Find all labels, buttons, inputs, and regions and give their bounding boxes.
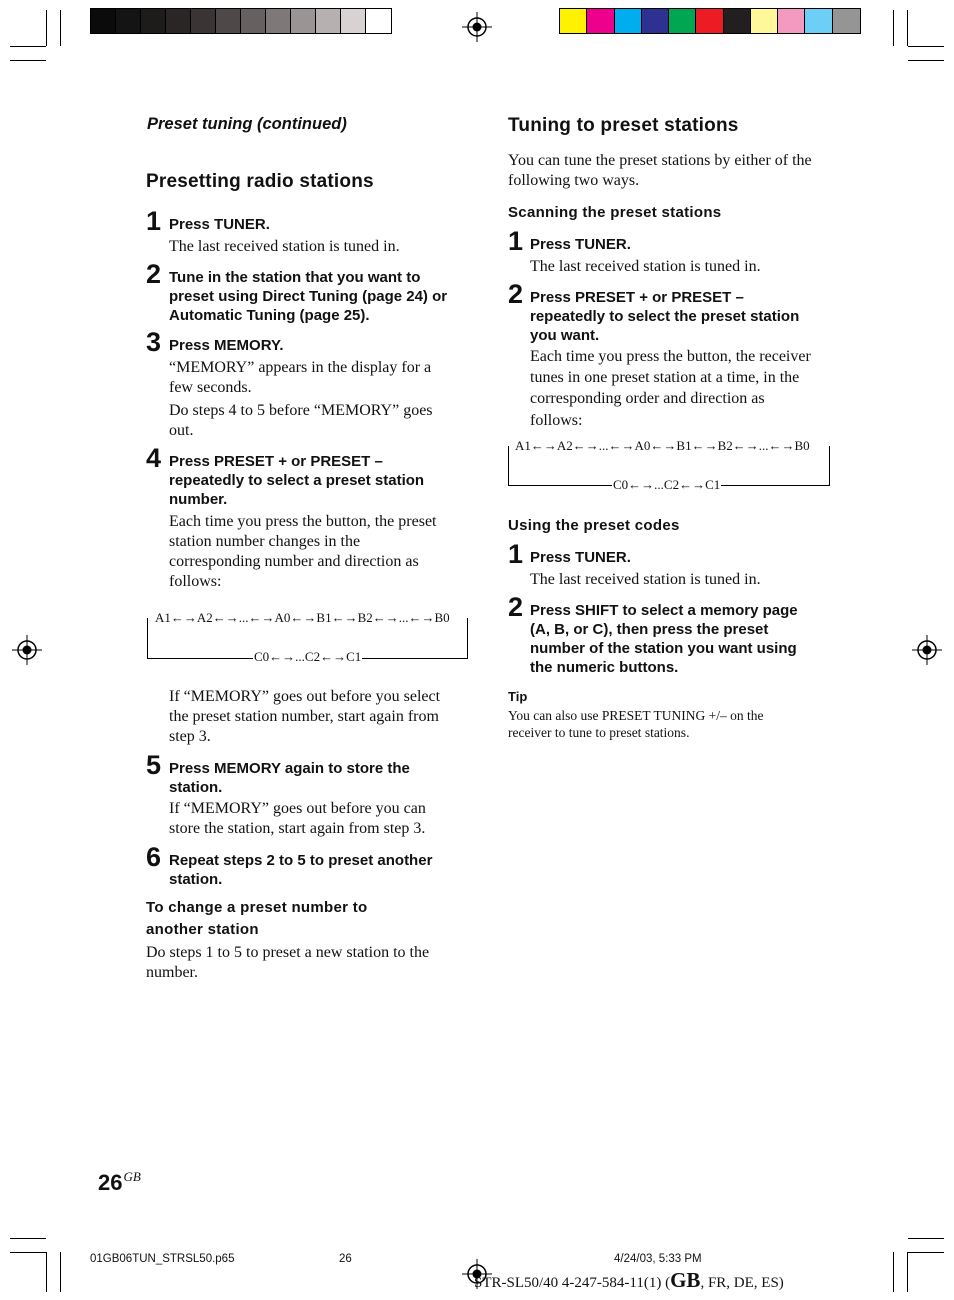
page-number-suffix: GB <box>123 1169 141 1184</box>
subheading-scanning: Scanning the preset stations <box>508 204 722 221</box>
step-number: 1 <box>508 539 524 569</box>
step-number: 4 <box>146 443 162 473</box>
footer-gb: GB <box>670 1268 701 1292</box>
step-body: step 3. <box>169 728 211 745</box>
diagram-sequence-top: A1←→A2←→...←→A0←→B1←→B2←→...←→B0 <box>515 438 810 453</box>
step-instruction: preset using Direct Tuning (page 24) or <box>169 288 448 305</box>
footer-langs: , FR, DE, ES) <box>700 1275 784 1291</box>
step-body: “MEMORY” appears in the display for a <box>169 359 432 376</box>
crop-mark <box>10 1252 46 1253</box>
step-number: 1 <box>508 226 524 256</box>
crop-mark <box>60 1252 61 1292</box>
step-body: store the station, start again from step 3. <box>169 820 426 837</box>
diagram-sequence-bottom: C0←→...C2←→C1 <box>613 477 721 492</box>
step-number: 2 <box>508 279 524 309</box>
step-instruction: the numeric buttons. <box>530 659 679 676</box>
step-number: 5 <box>146 750 162 780</box>
crop-mark <box>10 60 46 61</box>
crop-mark <box>907 10 908 46</box>
color-swatch <box>216 9 241 33</box>
footer-page: 26 <box>339 1253 352 1265</box>
color-swatch <box>587 9 614 33</box>
crop-mark <box>60 10 61 46</box>
color-swatch <box>141 9 166 33</box>
process-color-bar <box>559 8 861 34</box>
crop-mark <box>908 46 944 47</box>
step-instruction: (A, B, or C), then press the preset <box>530 621 769 638</box>
step-instruction: Press MEMORY again to store the <box>169 760 410 777</box>
crop-mark <box>893 1252 894 1292</box>
crop-mark <box>907 1252 908 1292</box>
color-swatch <box>166 9 191 33</box>
step-body: follows: <box>169 573 222 590</box>
step-instruction: repeatedly to select a preset station <box>169 472 425 489</box>
tip-text: receiver to tune to preset stations. <box>508 725 690 740</box>
step-body: station number changes in the <box>169 533 361 550</box>
step-body: follows: <box>530 412 583 429</box>
step-body: out. <box>169 422 194 439</box>
step-instruction: you want. <box>530 327 600 344</box>
color-swatch <box>669 9 696 33</box>
step-instruction: Press PRESET + or PRESET – <box>169 453 383 470</box>
paragraph: following two ways. <box>508 172 640 189</box>
step-instruction: Press TUNER. <box>530 549 631 566</box>
step-body: Each time you press the button, the preset <box>169 513 437 530</box>
crop-mark <box>46 1252 47 1292</box>
color-swatch <box>366 9 391 33</box>
step-number: 6 <box>146 842 162 872</box>
step-instruction: Repeat steps 2 to 5 to preset another <box>169 852 433 869</box>
crop-mark <box>908 60 944 61</box>
step-instruction: Press PRESET + or PRESET – <box>530 289 744 306</box>
color-swatch <box>91 9 116 33</box>
step-body: tunes in one preset station at a time, in the <box>530 369 800 386</box>
color-swatch <box>241 9 266 33</box>
step-instruction: number. <box>169 491 228 508</box>
step-body: If “MEMORY” goes out before you select <box>169 688 441 705</box>
step-body: corresponding order and direction as <box>530 390 765 407</box>
registration-mark-icon <box>12 635 42 665</box>
step-number: 1 <box>146 206 162 236</box>
step-instruction: station. <box>169 779 223 796</box>
step-body: The last received station is tuned in. <box>530 258 761 275</box>
step-instruction: Press SHIFT to select a memory page <box>530 602 798 619</box>
page-number-value: 26 <box>98 1170 123 1195</box>
color-swatch <box>291 9 316 33</box>
crop-mark <box>893 10 894 46</box>
color-swatch <box>116 9 141 33</box>
color-swatch <box>266 9 291 33</box>
color-swatch <box>615 9 642 33</box>
crop-mark <box>908 1252 944 1253</box>
crop-mark <box>908 1238 944 1239</box>
step-number: 3 <box>146 327 162 357</box>
step-instruction: repeatedly to select the preset station <box>530 308 800 325</box>
preset-sequence-diagram <box>508 436 830 492</box>
subheading-preset-codes: Using the preset codes <box>508 517 680 534</box>
color-swatch <box>724 9 751 33</box>
diagram-sequence-bottom: C0←→...C2←→C1 <box>254 649 362 664</box>
subheading-change-preset: To change a preset number to <box>146 899 368 916</box>
step-instruction: station. <box>169 871 223 888</box>
footer-filename: 01GB06TUN_STRSL50.p65 <box>90 1253 235 1265</box>
step-instruction: number of the station you want using <box>530 640 797 657</box>
color-swatch <box>833 9 860 33</box>
color-swatch <box>778 9 805 33</box>
color-swatch <box>560 9 587 33</box>
paragraph: number. <box>146 964 198 981</box>
color-swatch <box>316 9 341 33</box>
footer-date: 4/24/03, 5:33 PM <box>614 1253 702 1265</box>
crop-mark <box>10 46 46 47</box>
step-instruction: Press TUNER. <box>530 236 631 253</box>
color-swatch <box>191 9 216 33</box>
step-body: corresponding number and direction as <box>169 553 419 570</box>
step-body: few seconds. <box>169 379 252 396</box>
running-head: Preset tuning (continued) <box>147 115 347 133</box>
step-instruction: Press MEMORY. <box>169 337 284 354</box>
page-number <box>98 1170 141 1196</box>
step-body: If “MEMORY” goes out before you can <box>169 800 426 817</box>
registration-mark-icon <box>912 635 942 665</box>
step-body: the preset station number, start again from <box>169 708 439 725</box>
step-instruction: Press TUNER. <box>169 216 270 233</box>
color-swatch <box>696 9 723 33</box>
paragraph: You can tune the preset stations by either of the <box>508 152 812 169</box>
paragraph: Do steps 1 to 5 to preset a new station to the <box>146 944 430 961</box>
step-number: 2 <box>508 592 524 622</box>
tip-text: You can also use PRESET TUNING +/– on the <box>508 708 764 723</box>
grayscale-color-bar <box>90 8 392 34</box>
step-instruction: Tune in the station that you want to <box>169 269 421 286</box>
subheading-change-preset: another station <box>146 921 259 938</box>
crop-mark <box>10 1238 46 1239</box>
step-body: Each time you press the button, the receiver <box>530 348 811 365</box>
color-swatch <box>642 9 669 33</box>
step-instruction: Automatic Tuning (page 25). <box>169 307 370 324</box>
step-body: The last received station is tuned in. <box>530 571 761 588</box>
preset-sequence-diagram <box>147 608 467 664</box>
color-swatch <box>341 9 366 33</box>
diagram-sequence-top: A1←→A2←→...←→A0←→B1←→B2←→...←→B0 <box>155 610 450 625</box>
tip-label: Tip <box>508 689 528 704</box>
registration-mark-icon <box>462 12 492 42</box>
footer-model-code <box>474 1268 784 1293</box>
color-swatch <box>805 9 832 33</box>
color-swatch <box>751 9 778 33</box>
step-body: Do steps 4 to 5 before “MEMORY” goes <box>169 402 433 419</box>
crop-mark <box>46 10 47 46</box>
section-heading-tuning: Tuning to preset stations <box>508 115 739 136</box>
section-heading-presetting: Presetting radio stations <box>146 171 374 192</box>
step-number: 2 <box>146 259 162 289</box>
footer-model: STR-SL50/40 4-247-584-11(1) ( <box>474 1275 671 1291</box>
step-body: The last received station is tuned in. <box>169 238 400 255</box>
